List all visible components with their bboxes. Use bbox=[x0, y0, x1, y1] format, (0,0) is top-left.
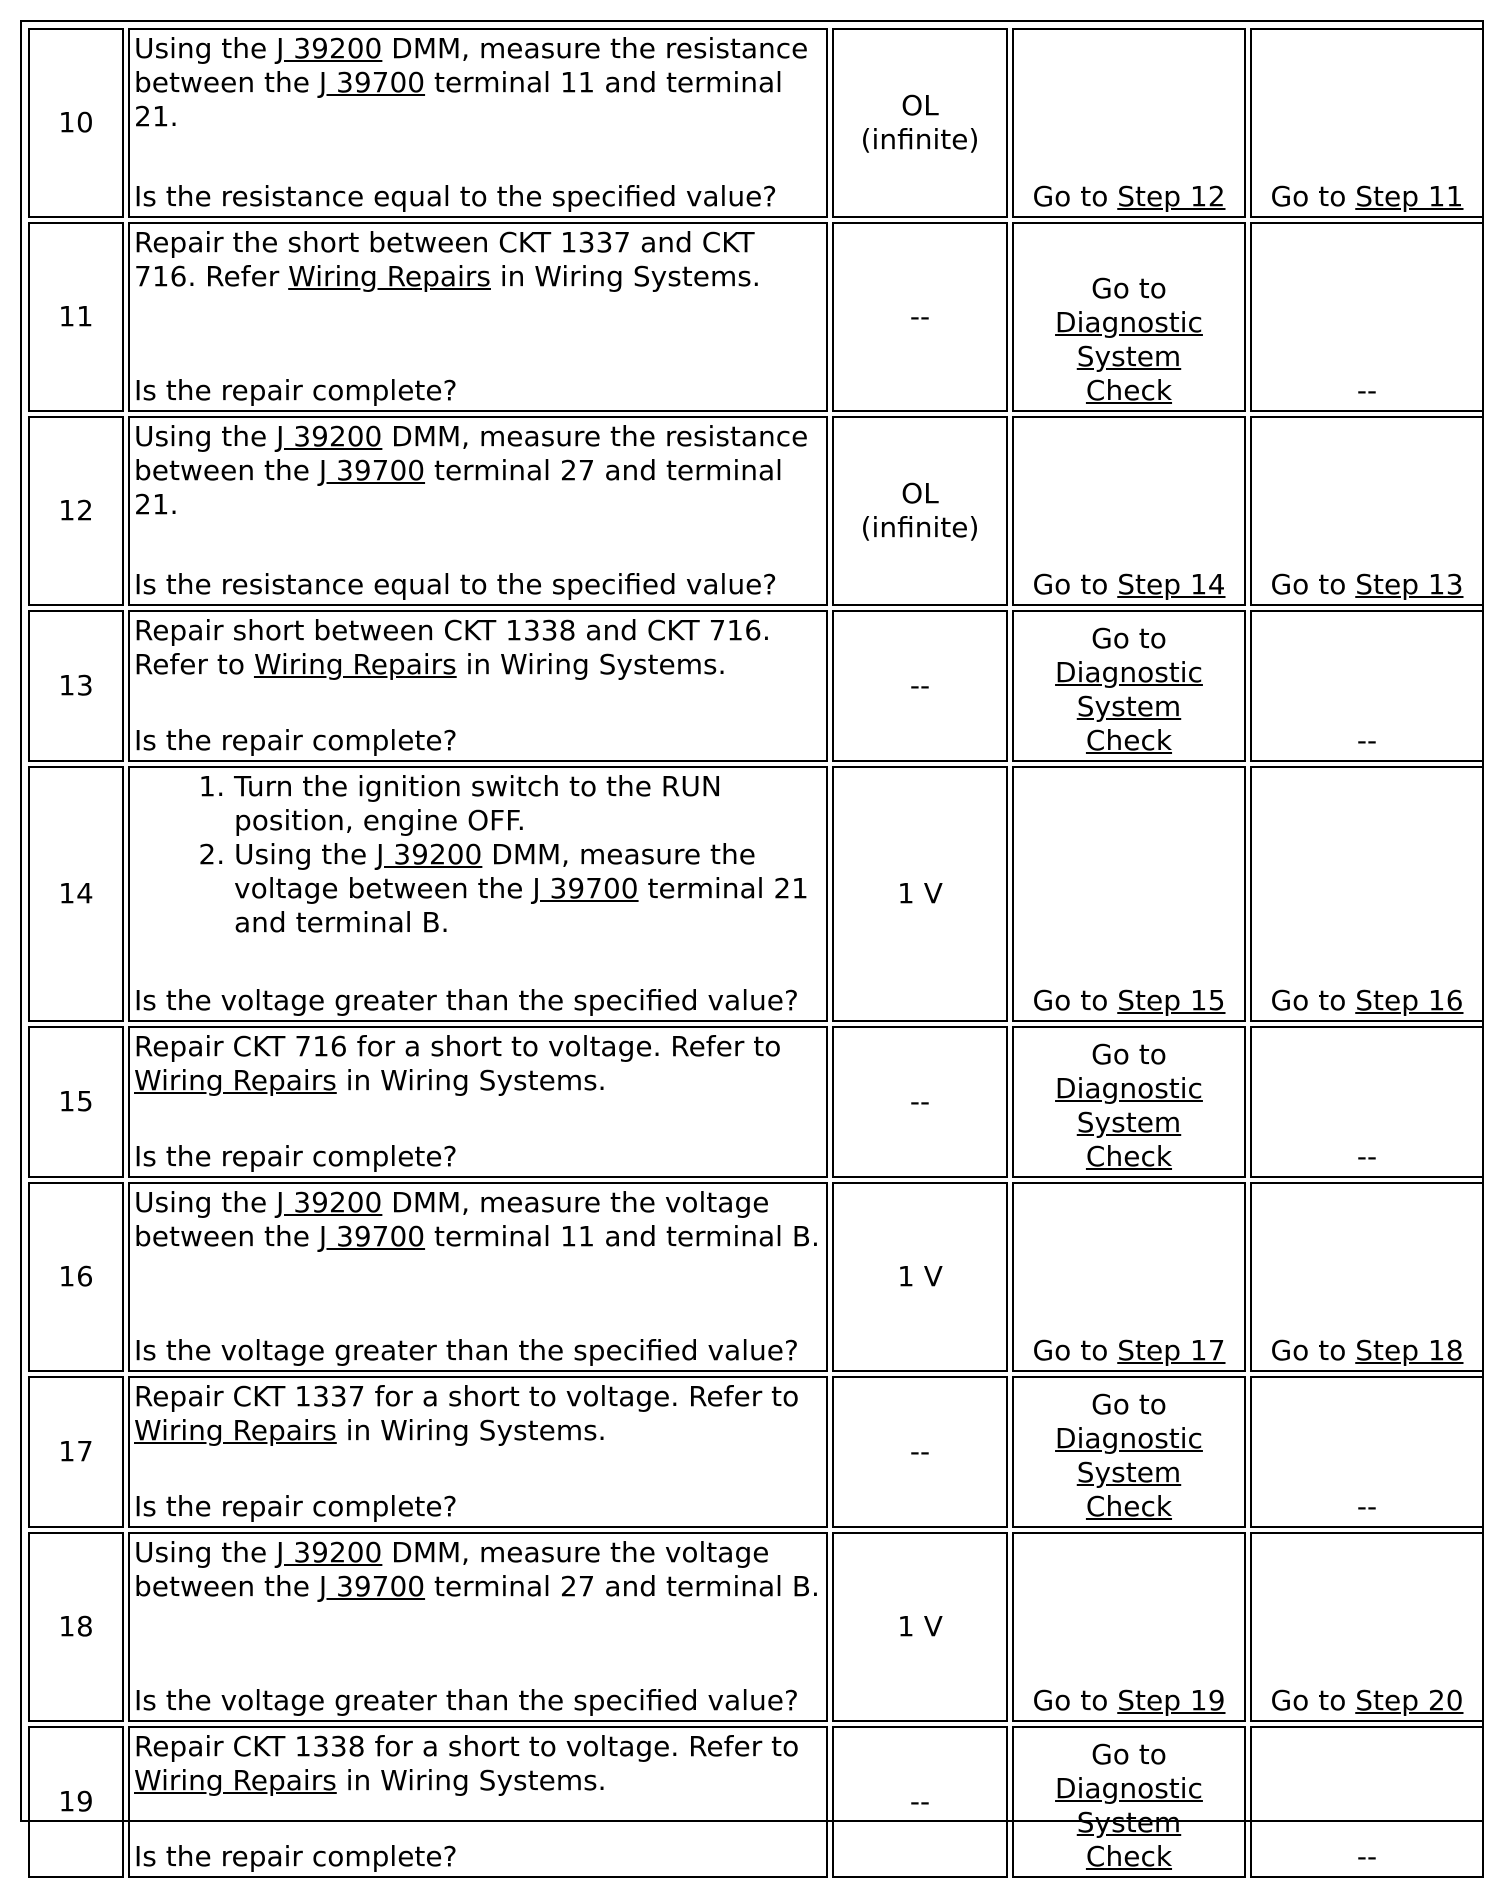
reference-link[interactable]: J 39700 bbox=[318, 1220, 426, 1253]
specified-value bbox=[832, 222, 1008, 412]
reference-link[interactable]: J 39700 bbox=[532, 872, 639, 905]
question-text: Is the repair complete? bbox=[134, 374, 458, 407]
goto-prefix: Go to bbox=[1270, 1334, 1356, 1367]
goto-step-link[interactable]: Step 11 bbox=[1355, 180, 1464, 213]
no-action-cell bbox=[1250, 1376, 1484, 1528]
diagnostic-system-check-link[interactable]: Diagnostic System Check bbox=[1055, 656, 1203, 757]
list-item bbox=[234, 770, 822, 838]
action-text-segment: Repair CKT 1337 for a short to voltage. Refer to bbox=[134, 1380, 800, 1413]
action-text-segment: terminal 21 and terminal B. bbox=[234, 872, 809, 939]
yes-action-cell bbox=[1012, 416, 1246, 606]
goto-prefix: Go to bbox=[1032, 1334, 1118, 1367]
diagnostic-system-check-link[interactable]: Diagnostic System Check bbox=[1055, 306, 1203, 407]
action-cell bbox=[128, 610, 828, 762]
specified-value bbox=[832, 610, 1008, 762]
diagnostic-system-check-link[interactable]: Diagnostic System Check bbox=[1055, 1072, 1203, 1173]
action-text-segment: Using the bbox=[134, 1536, 277, 1569]
action-text-segment: Repair short between CKT 1338 and CKT 716. Refer to bbox=[134, 614, 771, 681]
reference-link[interactable]: J 39200 bbox=[276, 1186, 383, 1219]
diagnostic-table bbox=[24, 24, 1488, 1882]
reference-link[interactable]: Wiring Repairs bbox=[134, 1064, 337, 1097]
specified-value bbox=[832, 1532, 1008, 1722]
reference-link[interactable]: J 39700 bbox=[318, 66, 426, 99]
diagnostic-system-check-link[interactable]: Diagnostic System Check bbox=[1055, 1772, 1203, 1873]
action-text-segment: terminal 27 and terminal B. bbox=[425, 1570, 820, 1603]
step-number: 15 bbox=[28, 1026, 124, 1178]
reference-link[interactable]: J 39700 bbox=[318, 1570, 426, 1603]
value-line: 1 V bbox=[897, 1260, 943, 1293]
yes-action-cell bbox=[1012, 1182, 1246, 1372]
value-line: -- bbox=[909, 1785, 931, 1818]
table-row bbox=[28, 222, 1484, 412]
value-line: (infinite) bbox=[860, 511, 980, 544]
goto-prefix: Go to bbox=[1091, 1738, 1167, 1771]
goto-step-link[interactable]: Step 12 bbox=[1117, 180, 1226, 213]
value-line: -- bbox=[909, 300, 931, 333]
table-row bbox=[28, 1532, 1484, 1722]
action-cell bbox=[128, 1376, 828, 1528]
goto-step-link[interactable]: Step 13 bbox=[1355, 568, 1464, 601]
goto-prefix: Go to bbox=[1032, 180, 1118, 213]
table-row bbox=[28, 610, 1484, 762]
action-text bbox=[134, 770, 822, 940]
no-action-cell bbox=[1250, 28, 1484, 218]
action-text-segment: in Wiring Systems. bbox=[336, 1414, 607, 1447]
table-row bbox=[28, 1182, 1484, 1372]
goto-step-link[interactable]: Step 14 bbox=[1117, 568, 1226, 601]
no-action-cell bbox=[1250, 416, 1484, 606]
question-text: Is the repair complete? bbox=[134, 1840, 458, 1873]
goto-step-link[interactable]: Step 20 bbox=[1355, 1684, 1464, 1717]
action-text-segment: in Wiring Systems. bbox=[336, 1764, 607, 1797]
step-number: 16 bbox=[28, 1182, 124, 1372]
yes-action-cell bbox=[1012, 1376, 1246, 1528]
reference-link[interactable]: J 39700 bbox=[318, 454, 426, 487]
step-number: 18 bbox=[28, 1532, 124, 1722]
action-text-segment: in Wiring Systems. bbox=[336, 1064, 607, 1097]
action-text bbox=[134, 32, 822, 134]
goto-prefix: Go to bbox=[1032, 568, 1118, 601]
action-text-segment: Using the bbox=[234, 838, 377, 871]
goto-prefix: Go to bbox=[1091, 1388, 1167, 1421]
goto-prefix: -- bbox=[1356, 1490, 1378, 1523]
question-text: Is the voltage greater than the specified value? bbox=[134, 1684, 799, 1717]
goto-prefix: -- bbox=[1356, 374, 1378, 407]
goto-step-link[interactable]: Step 17 bbox=[1117, 1334, 1226, 1367]
reference-link[interactable]: J 39200 bbox=[276, 420, 383, 453]
action-text-segment: Repair CKT 716 for a short to voltage. Refer to bbox=[134, 1030, 782, 1063]
reference-link[interactable]: J 39200 bbox=[276, 1536, 383, 1569]
action-text-segment: DMM, measure the voltage between the bbox=[134, 1186, 770, 1253]
goto-step-link[interactable]: Step 19 bbox=[1117, 1684, 1226, 1717]
goto-prefix: Go to bbox=[1270, 984, 1356, 1017]
specified-value bbox=[832, 1182, 1008, 1372]
reference-link[interactable]: J 39200 bbox=[276, 32, 383, 65]
action-text bbox=[134, 1380, 822, 1448]
action-text-segment: terminal 11 and terminal 21. bbox=[134, 66, 783, 133]
diagnostic-table-frame bbox=[20, 20, 1484, 1873]
goto-step-link[interactable]: Step 16 bbox=[1355, 984, 1464, 1017]
question-text: Is the resistance equal to the specified value? bbox=[134, 568, 778, 601]
yes-action-cell bbox=[1012, 1026, 1246, 1178]
yes-action-cell bbox=[1012, 1532, 1246, 1722]
table-row bbox=[28, 766, 1484, 1022]
specified-value bbox=[832, 766, 1008, 1022]
step-number: 14 bbox=[28, 766, 124, 1022]
step-number: 13 bbox=[28, 610, 124, 762]
question-text: Is the resistance equal to the specified value? bbox=[134, 180, 778, 213]
action-text-segment: terminal 27 and terminal 21. bbox=[134, 454, 783, 521]
specified-value bbox=[832, 1026, 1008, 1178]
value-line: OL bbox=[901, 89, 939, 122]
action-text bbox=[134, 1186, 822, 1254]
goto-prefix: Go to bbox=[1091, 1038, 1167, 1071]
goto-prefix: Go to bbox=[1032, 984, 1118, 1017]
action-text-segment: Turn the ignition switch to the RUN position, engine OFF. bbox=[234, 770, 722, 837]
action-cell bbox=[128, 222, 828, 412]
action-steps-list bbox=[134, 770, 822, 940]
action-text bbox=[134, 420, 822, 522]
specified-value bbox=[832, 1376, 1008, 1528]
yes-action-cell bbox=[1012, 222, 1246, 412]
step-number: 11 bbox=[28, 222, 124, 412]
question-text: Is the voltage greater than the specified value? bbox=[134, 984, 799, 1017]
table-row bbox=[28, 28, 1484, 218]
table-row bbox=[28, 1726, 1484, 1878]
goto-prefix: Go to bbox=[1270, 180, 1356, 213]
specified-value bbox=[832, 1726, 1008, 1878]
question-text: Is the voltage greater than the specified value? bbox=[134, 1334, 799, 1367]
action-cell bbox=[128, 766, 828, 1022]
action-cell bbox=[128, 1532, 828, 1722]
action-text-segment: DMM, measure the voltage between the bbox=[134, 1536, 770, 1603]
table-body bbox=[28, 28, 1484, 1878]
action-cell bbox=[128, 1726, 828, 1878]
value-line: 1 V bbox=[897, 877, 943, 910]
question-text: Is the repair complete? bbox=[134, 1140, 458, 1173]
step-number: 10 bbox=[28, 28, 124, 218]
action-text bbox=[134, 1030, 822, 1098]
action-text-segment: terminal 11 and terminal B. bbox=[425, 1220, 820, 1253]
no-action-cell bbox=[1250, 1532, 1484, 1722]
goto-prefix: Go to bbox=[1270, 568, 1356, 601]
value-line: -- bbox=[909, 1085, 931, 1118]
action-cell bbox=[128, 28, 828, 218]
action-text-segment: DMM, measure the resistance between the bbox=[134, 420, 809, 487]
no-action-cell bbox=[1250, 222, 1484, 412]
action-text bbox=[134, 1536, 822, 1604]
goto-step-link[interactable]: Step 18 bbox=[1355, 1334, 1464, 1367]
goto-prefix: Go to bbox=[1091, 272, 1167, 305]
specified-value bbox=[832, 28, 1008, 218]
table-row bbox=[28, 1376, 1484, 1528]
yes-action-cell bbox=[1012, 1726, 1246, 1878]
action-text-segment: in Wiring Systems. bbox=[490, 260, 761, 293]
no-action-cell bbox=[1250, 766, 1484, 1022]
goto-step-link[interactable]: Step 15 bbox=[1117, 984, 1226, 1017]
question-text: Is the repair complete? bbox=[134, 1490, 458, 1523]
value-line: -- bbox=[909, 1435, 931, 1468]
action-text-segment: Using the bbox=[134, 420, 277, 453]
action-text bbox=[134, 1730, 822, 1798]
reference-link[interactable]: Wiring Repairs bbox=[253, 648, 457, 681]
goto-prefix: Go to bbox=[1032, 1684, 1118, 1717]
action-text-segment: DMM, measure the voltage between the bbox=[234, 838, 756, 905]
list-item bbox=[234, 838, 822, 940]
yes-action-cell bbox=[1012, 766, 1246, 1022]
no-action-cell bbox=[1250, 610, 1484, 762]
reference-link[interactable]: J 39200 bbox=[376, 838, 483, 871]
action-text-segment: Repair CKT 1338 for a short to voltage. Refer to bbox=[134, 1730, 800, 1763]
specified-value bbox=[832, 416, 1008, 606]
goto-prefix: Go to bbox=[1091, 622, 1167, 655]
step-number: 17 bbox=[28, 1376, 124, 1528]
yes-action-cell bbox=[1012, 610, 1246, 762]
goto-prefix: -- bbox=[1356, 724, 1378, 757]
action-text-segment: Using the bbox=[134, 32, 277, 65]
step-number: 12 bbox=[28, 416, 124, 606]
diagnostic-system-check-link[interactable]: Diagnostic System Check bbox=[1055, 1422, 1203, 1523]
value-line: OL bbox=[901, 477, 939, 510]
no-action-cell bbox=[1250, 1182, 1484, 1372]
value-line: 1 V bbox=[897, 1610, 943, 1643]
yes-action-cell bbox=[1012, 28, 1246, 218]
no-action-cell bbox=[1250, 1026, 1484, 1178]
action-text-segment: Repair the short between CKT 1337 and CKT 716. Refer bbox=[134, 226, 755, 293]
value-line: -- bbox=[909, 669, 931, 702]
question-text: Is the repair complete? bbox=[134, 724, 458, 757]
reference-link[interactable]: Wiring Repairs bbox=[134, 1414, 337, 1447]
action-cell bbox=[128, 1026, 828, 1178]
reference-link[interactable]: Wiring Repairs bbox=[134, 1764, 337, 1797]
value-line: (infinite) bbox=[860, 123, 980, 156]
action-cell bbox=[128, 1182, 828, 1372]
table-row bbox=[28, 1026, 1484, 1178]
no-action-cell bbox=[1250, 1726, 1484, 1878]
goto-prefix: -- bbox=[1356, 1840, 1378, 1873]
action-text-segment: Using the bbox=[134, 1186, 277, 1219]
action-text-segment: in Wiring Systems. bbox=[456, 648, 727, 681]
action-text bbox=[134, 614, 822, 682]
reference-link[interactable]: Wiring Repairs bbox=[288, 260, 491, 293]
goto-prefix: -- bbox=[1356, 1140, 1378, 1173]
action-text bbox=[134, 226, 822, 294]
action-text-segment: DMM, measure the resistance between the bbox=[134, 32, 809, 99]
action-cell bbox=[128, 416, 828, 606]
table-row bbox=[28, 416, 1484, 606]
step-number: 19 bbox=[28, 1726, 124, 1878]
goto-prefix: Go to bbox=[1270, 1684, 1356, 1717]
